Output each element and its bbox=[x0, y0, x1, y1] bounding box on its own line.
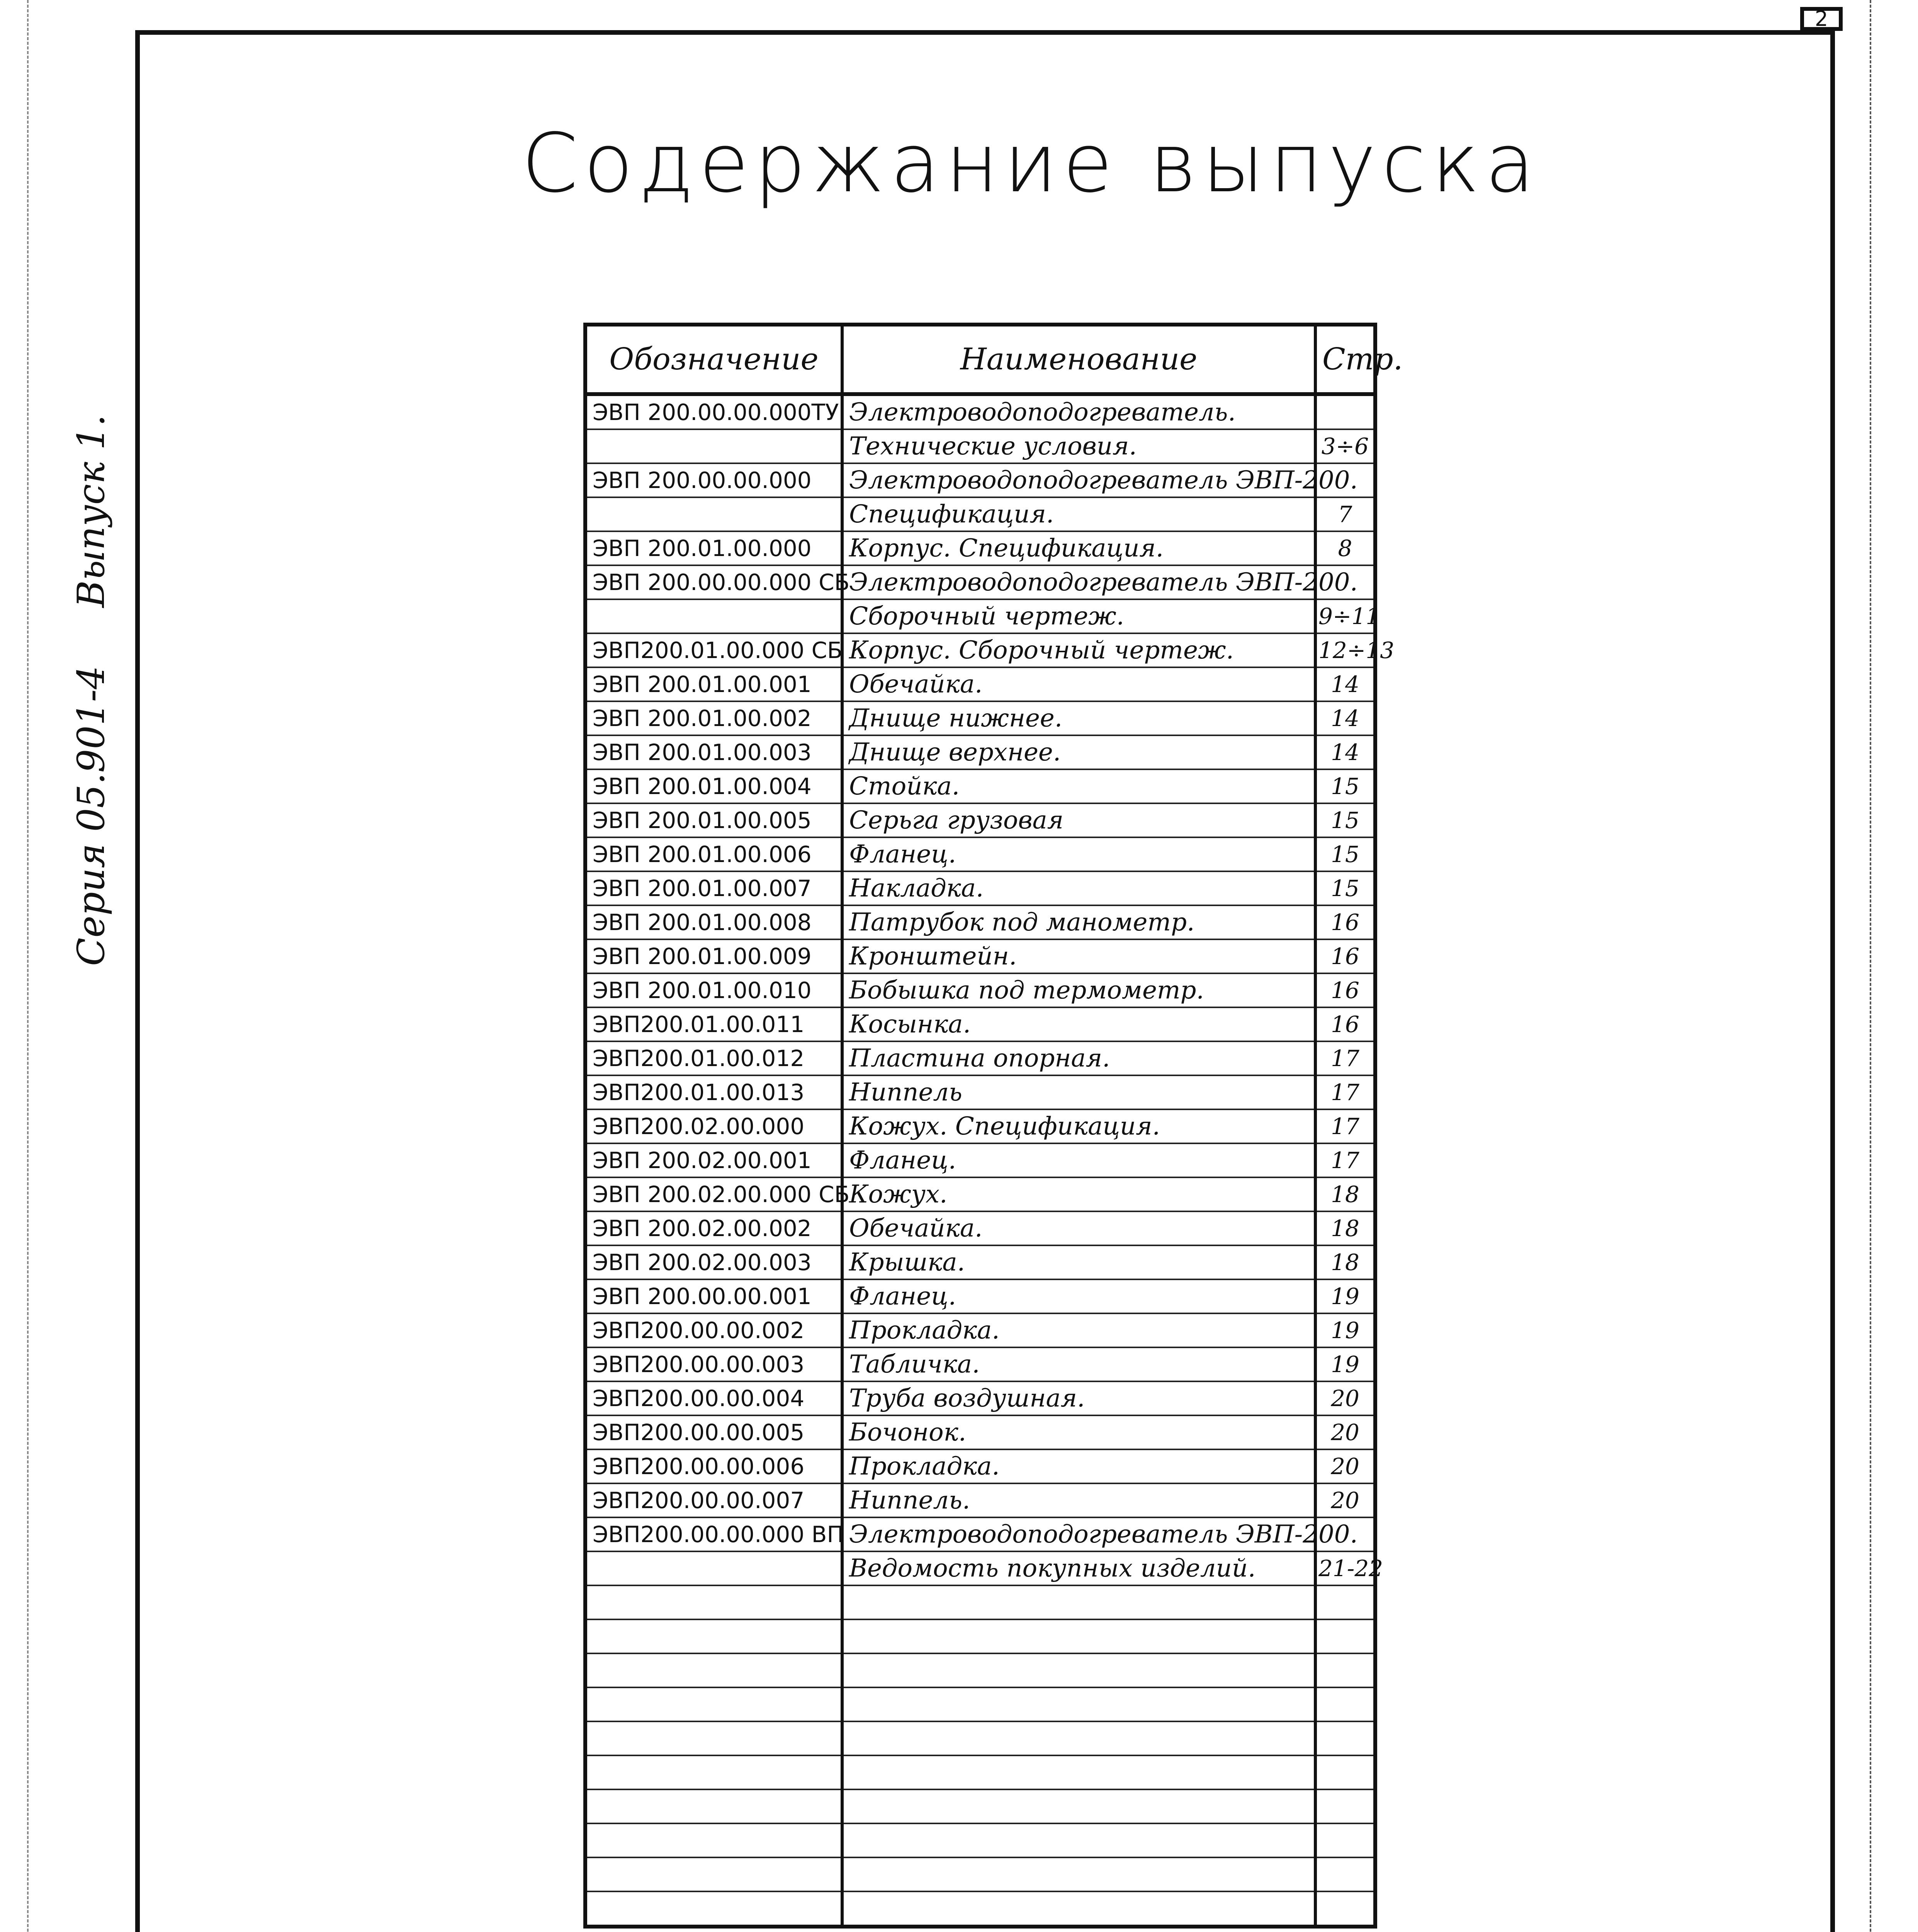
table-row bbox=[585, 1619, 1375, 1653]
row-name: Электроводоподогреватель. bbox=[842, 394, 1315, 429]
table-row bbox=[585, 701, 1375, 735]
row-name: Электроводоподогреватель ЭВП-200. bbox=[842, 565, 1315, 599]
row-page: 16 bbox=[1315, 905, 1375, 939]
side-label bbox=[70, 368, 113, 966]
row-page: 16 bbox=[1315, 1007, 1375, 1041]
row-page bbox=[1315, 1857, 1375, 1891]
row-page: 20 bbox=[1315, 1415, 1375, 1449]
row-designation bbox=[585, 429, 842, 463]
row-page: 15 bbox=[1315, 871, 1375, 905]
row-name: Ведомость покупных изделий. bbox=[842, 1551, 1315, 1585]
table-row bbox=[585, 905, 1375, 939]
row-page: 19 bbox=[1315, 1313, 1375, 1347]
row-page bbox=[1315, 1585, 1375, 1619]
table-row bbox=[585, 1449, 1375, 1483]
row-page: 18 bbox=[1315, 1177, 1375, 1211]
row-designation: ЭВП 200.00.00.001 bbox=[585, 1279, 842, 1313]
row-name: Обечайка. bbox=[842, 1211, 1315, 1245]
row-designation: ЭВП200.02.00.000 bbox=[585, 1109, 842, 1143]
table-row bbox=[585, 1891, 1375, 1927]
row-designation: ЭВП200.00.00.000 ВП bbox=[585, 1517, 842, 1551]
row-designation: ЭВП 200.00.00.000 bbox=[585, 463, 842, 497]
row-page: 17 bbox=[1315, 1109, 1375, 1143]
row-name: Ниппель. bbox=[842, 1483, 1315, 1517]
row-designation: ЭВП 200.01.00.008 bbox=[585, 905, 842, 939]
row-name: Кронштейн. bbox=[842, 939, 1315, 973]
row-name bbox=[842, 1789, 1315, 1823]
left-trim-line bbox=[27, 0, 29, 1932]
row-page bbox=[1315, 1823, 1375, 1857]
row-name: Обечайка. bbox=[842, 667, 1315, 701]
row-name: Кожух. bbox=[842, 1177, 1315, 1211]
row-name bbox=[842, 1687, 1315, 1721]
row-designation bbox=[585, 1585, 842, 1619]
row-designation bbox=[585, 1653, 842, 1687]
row-page: 17 bbox=[1315, 1143, 1375, 1177]
table-row bbox=[585, 1177, 1375, 1211]
table-row bbox=[585, 1313, 1375, 1347]
row-page: 12÷13 bbox=[1315, 633, 1375, 667]
row-name: Косынка. bbox=[842, 1007, 1315, 1041]
row-page: 3÷6 bbox=[1315, 429, 1375, 463]
row-name: Фланец. bbox=[842, 1279, 1315, 1313]
row-designation: ЭВП200.00.00.004 bbox=[585, 1381, 842, 1415]
table-row bbox=[585, 1109, 1375, 1143]
row-name: Стойка. bbox=[842, 769, 1315, 803]
row-page: 20 bbox=[1315, 1381, 1375, 1415]
row-page: 14 bbox=[1315, 701, 1375, 735]
page-title: Содержание выпуска bbox=[522, 116, 1540, 211]
table-row bbox=[585, 1789, 1375, 1823]
table-row bbox=[585, 939, 1375, 973]
row-page bbox=[1315, 1789, 1375, 1823]
table-row bbox=[585, 531, 1375, 565]
row-name bbox=[842, 1823, 1315, 1857]
row-page: 17 bbox=[1315, 1041, 1375, 1075]
row-name: Электроводоподогреватель ЭВП-200. bbox=[842, 463, 1315, 497]
row-designation bbox=[585, 1789, 842, 1823]
series-label: Серия 05.901-4 bbox=[70, 665, 113, 966]
table-row bbox=[585, 394, 1375, 429]
table-row bbox=[585, 803, 1375, 837]
header-name: Наименование bbox=[842, 325, 1315, 394]
table-row bbox=[585, 1687, 1375, 1721]
row-designation: ЭВП 200.00.00.000 СБ bbox=[585, 565, 842, 599]
row-designation: ЭВП 200.01.00.005 bbox=[585, 803, 842, 837]
row-designation bbox=[585, 1619, 842, 1653]
row-name: Патрубок под манометр. bbox=[842, 905, 1315, 939]
issue-label: Выпуск 1. bbox=[70, 414, 113, 608]
row-page: 14 bbox=[1315, 735, 1375, 769]
row-page: 19 bbox=[1315, 1279, 1375, 1313]
row-page: 20 bbox=[1315, 1483, 1375, 1517]
table-row bbox=[585, 565, 1375, 599]
row-page bbox=[1315, 1687, 1375, 1721]
row-page: 7 bbox=[1315, 497, 1375, 531]
row-page bbox=[1315, 1653, 1375, 1687]
row-page: 8 bbox=[1315, 531, 1375, 565]
row-name bbox=[842, 1755, 1315, 1789]
header-designation: Обозначение bbox=[585, 325, 842, 394]
table-row bbox=[585, 1823, 1375, 1857]
row-designation: ЭВП200.00.00.005 bbox=[585, 1415, 842, 1449]
row-designation bbox=[585, 1721, 842, 1755]
row-name: Накладка. bbox=[842, 871, 1315, 905]
row-designation: ЭВП200.00.00.006 bbox=[585, 1449, 842, 1483]
table-row bbox=[585, 973, 1375, 1007]
row-designation: ЭВП200.01.00.000 СБ bbox=[585, 633, 842, 667]
table-row bbox=[585, 1041, 1375, 1075]
header-page: Стр. bbox=[1315, 325, 1375, 394]
table-row bbox=[585, 1415, 1375, 1449]
table-row bbox=[585, 1211, 1375, 1245]
row-name: Днище верхнее. bbox=[842, 735, 1315, 769]
row-name: Прокладка. bbox=[842, 1313, 1315, 1347]
table-row bbox=[585, 1857, 1375, 1891]
row-page: 21-22 bbox=[1315, 1551, 1375, 1585]
table-row bbox=[585, 1279, 1375, 1313]
row-designation: ЭВП 200.01.00.006 bbox=[585, 837, 842, 871]
row-page bbox=[1315, 1721, 1375, 1755]
row-page: 16 bbox=[1315, 939, 1375, 973]
row-designation bbox=[585, 1755, 842, 1789]
table-header-row bbox=[585, 325, 1375, 394]
row-designation: ЭВП 200.02.00.002 bbox=[585, 1211, 842, 1245]
row-name: Фланец. bbox=[842, 837, 1315, 871]
table-row bbox=[585, 429, 1375, 463]
row-page: 14 bbox=[1315, 667, 1375, 701]
row-designation: ЭВП200.00.00.007 bbox=[585, 1483, 842, 1517]
table-row bbox=[585, 1653, 1375, 1687]
row-designation bbox=[585, 1687, 842, 1721]
table-row bbox=[585, 735, 1375, 769]
table-row bbox=[585, 1347, 1375, 1381]
row-designation: ЭВП200.01.00.013 bbox=[585, 1075, 842, 1109]
row-page bbox=[1315, 394, 1375, 429]
row-name: Сборочный чертеж. bbox=[842, 599, 1315, 633]
row-designation: ЭВП 200.01.00.010 bbox=[585, 973, 842, 1007]
row-designation: ЭВП 200.02.00.001 bbox=[585, 1143, 842, 1177]
row-page bbox=[1315, 1619, 1375, 1653]
row-name: Прокладка. bbox=[842, 1449, 1315, 1483]
table-row bbox=[585, 633, 1375, 667]
row-designation bbox=[585, 1891, 842, 1927]
table-row bbox=[585, 1381, 1375, 1415]
row-name bbox=[842, 1857, 1315, 1891]
table-row bbox=[585, 1483, 1375, 1517]
row-page: 9÷11 bbox=[1315, 599, 1375, 633]
row-designation: ЭВП 200.01.00.001 bbox=[585, 667, 842, 701]
row-page: 18 bbox=[1315, 1211, 1375, 1245]
row-designation: ЭВП 200.01.00.000 bbox=[585, 531, 842, 565]
table-row bbox=[585, 1007, 1375, 1041]
row-name: Ниппель bbox=[842, 1075, 1315, 1109]
row-name: Днище нижнее. bbox=[842, 701, 1315, 735]
row-name: Труба воздушная. bbox=[842, 1381, 1315, 1415]
row-designation bbox=[585, 1823, 842, 1857]
row-name: Бочонок. bbox=[842, 1415, 1315, 1449]
row-name: Электроводоподогреватель ЭВП-200. bbox=[842, 1517, 1315, 1551]
contents-table bbox=[583, 323, 1403, 1929]
row-designation bbox=[585, 1551, 842, 1585]
table-row bbox=[585, 1755, 1375, 1789]
sheet-number: 2 bbox=[1800, 7, 1843, 31]
row-name: Серьга грузовая bbox=[842, 803, 1315, 837]
row-name: Бобышка под термометр. bbox=[842, 973, 1315, 1007]
table-row bbox=[585, 871, 1375, 905]
table-row bbox=[585, 497, 1375, 531]
row-name bbox=[842, 1619, 1315, 1653]
row-designation: ЭВП 200.00.00.000ТУ bbox=[585, 394, 842, 429]
row-page: 15 bbox=[1315, 769, 1375, 803]
row-page: 15 bbox=[1315, 837, 1375, 871]
right-trim-line bbox=[1870, 0, 1871, 1932]
row-name: Корпус. Сборочный чертеж. bbox=[842, 633, 1315, 667]
row-designation: ЭВП200.00.00.002 bbox=[585, 1313, 842, 1347]
row-page bbox=[1315, 1755, 1375, 1789]
row-designation bbox=[585, 599, 842, 633]
table-row bbox=[585, 1721, 1375, 1755]
row-page: 19 bbox=[1315, 1347, 1375, 1381]
row-name: Крышка. bbox=[842, 1245, 1315, 1279]
row-page: 15 bbox=[1315, 803, 1375, 837]
table-row bbox=[585, 667, 1375, 701]
row-name: Пластина опорная. bbox=[842, 1041, 1315, 1075]
row-designation: ЭВП 200.01.00.009 bbox=[585, 939, 842, 973]
table-row bbox=[585, 1075, 1375, 1109]
row-name bbox=[842, 1721, 1315, 1755]
table-row bbox=[585, 837, 1375, 871]
row-name: Спецификация. bbox=[842, 497, 1315, 531]
row-name: Кожух. Спецификация. bbox=[842, 1109, 1315, 1143]
row-name: Табличка. bbox=[842, 1347, 1315, 1381]
row-name bbox=[842, 1585, 1315, 1619]
row-designation bbox=[585, 1857, 842, 1891]
row-designation: ЭВП 200.01.00.003 bbox=[585, 735, 842, 769]
row-page: 20 bbox=[1315, 1449, 1375, 1483]
table-row bbox=[585, 769, 1375, 803]
row-name bbox=[842, 1653, 1315, 1687]
table-body bbox=[585, 394, 1395, 1927]
table-row bbox=[585, 1517, 1375, 1551]
row-page bbox=[1315, 1891, 1375, 1927]
table-row bbox=[585, 599, 1375, 633]
row-name bbox=[842, 1891, 1315, 1927]
table-row bbox=[585, 1585, 1375, 1619]
row-designation: ЭВП 200.01.00.002 bbox=[585, 701, 842, 735]
row-designation: ЭВП 200.01.00.007 bbox=[585, 871, 842, 905]
row-page: 16 bbox=[1315, 973, 1375, 1007]
row-designation: ЭВП200.00.00.003 bbox=[585, 1347, 842, 1381]
row-page: 18 bbox=[1315, 1245, 1375, 1279]
row-designation: ЭВП 200.01.00.004 bbox=[585, 769, 842, 803]
row-name: Фланец. bbox=[842, 1143, 1315, 1177]
row-designation: ЭВП 200.02.00.000 СБ bbox=[585, 1177, 842, 1211]
row-name: Корпус. Спецификация. bbox=[842, 531, 1315, 565]
row-name: Технические условия. bbox=[842, 429, 1315, 463]
row-designation: ЭВП200.01.00.012 bbox=[585, 1041, 842, 1075]
row-designation bbox=[585, 497, 842, 531]
table-row bbox=[585, 1143, 1375, 1177]
table-row bbox=[585, 463, 1375, 497]
table-row bbox=[585, 1245, 1375, 1279]
row-designation: ЭВП 200.02.00.003 bbox=[585, 1245, 842, 1279]
row-designation: ЭВП200.01.00.011 bbox=[585, 1007, 842, 1041]
table-row bbox=[585, 1551, 1375, 1585]
row-page: 17 bbox=[1315, 1075, 1375, 1109]
